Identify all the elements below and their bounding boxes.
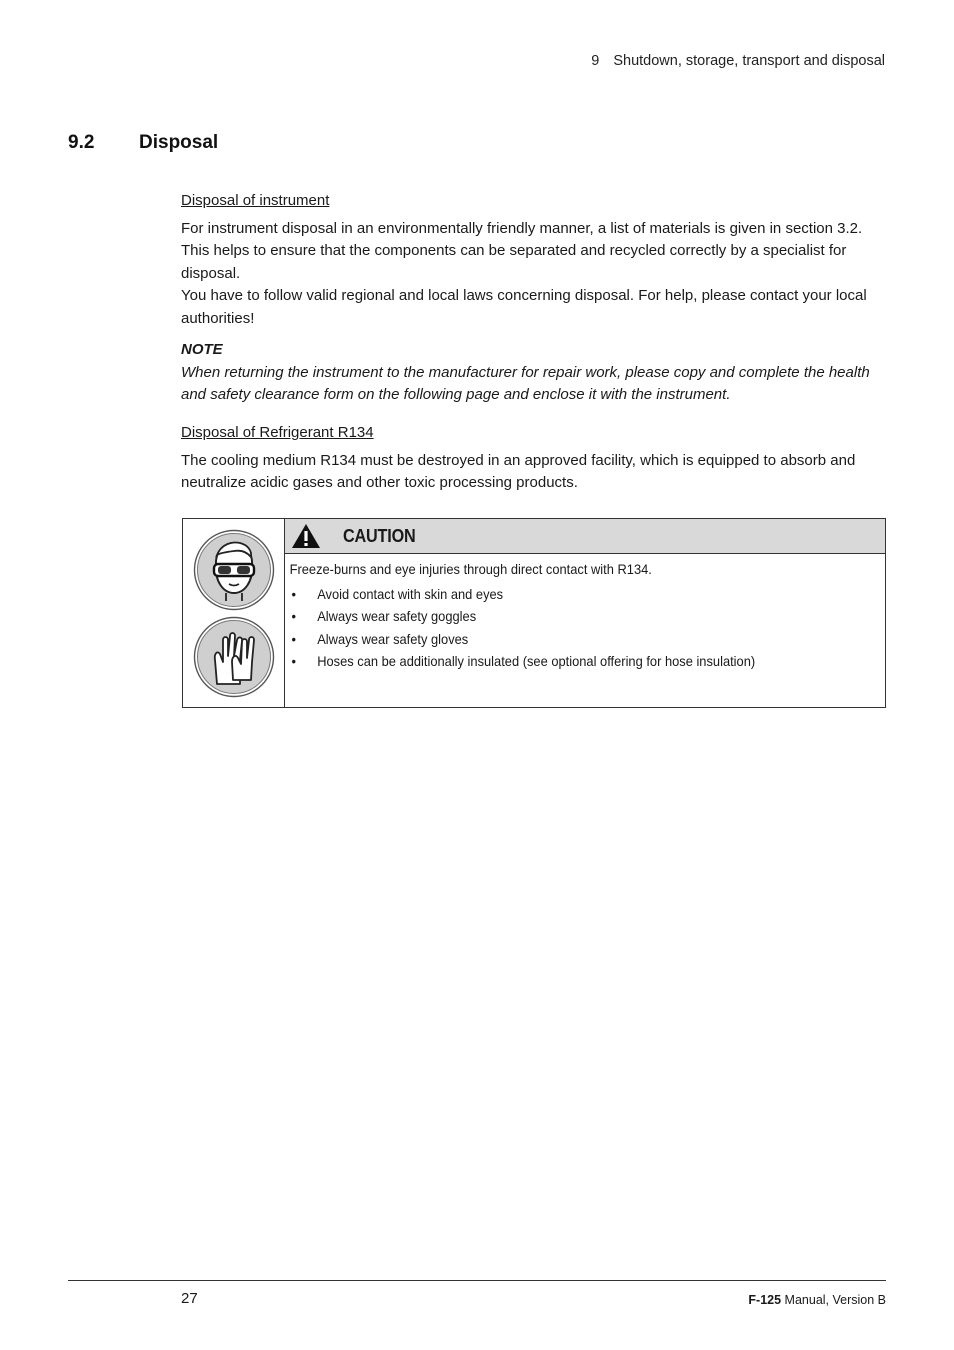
refrigerant-heading: Disposal of Refrigerant R134 [181, 424, 374, 441]
section-title: Disposal [139, 132, 219, 153]
footer-rule [68, 1280, 886, 1281]
caution-icons [183, 519, 285, 707]
list-item: • Always wear safety gloves [290, 628, 837, 651]
note-label: NOTE [181, 341, 223, 358]
caution-list [290, 583, 837, 673]
caution-intro: Freeze-burns and eye injuries through direct contact with R134. [289, 561, 652, 577]
warning-triangle-icon [291, 523, 321, 549]
caution-header [285, 519, 885, 554]
section-number: 9.2 [68, 132, 95, 153]
list-item: • Hoses can be additionally insulated (see optional offering for hose insulation) [290, 650, 837, 673]
list-item: • Avoid contact with skin and eyes [290, 583, 837, 606]
note-text: When returning the instrument to the manufacturer for repair work, please copy and complete the health and safety clearance form on the following page and enclose it with the instrument. [181, 363, 870, 403]
safety-gloves-icon [193, 616, 275, 698]
instrument-para-1: For instrument disposal in an environmentally friendly manner, a list of materials is given in section 3.2. This helps to ensure that the components can be separated and recycled correctly by a specialist for disposal. [181, 219, 863, 282]
model-name: F-125 [748, 1293, 782, 1307]
section-heading [68, 132, 218, 154]
chapter-title: Shutdown, storage, transport and disposal [613, 53, 885, 69]
instrument-para-2: You have to follow valid regional and local laws concerning disposal. For help, please contact your local authorities! [181, 287, 867, 327]
caution-box [182, 518, 886, 708]
page-number: 27 [181, 1290, 198, 1307]
caution-main [285, 519, 885, 707]
caution-body [285, 554, 837, 673]
instrument-disposal-block [181, 190, 889, 407]
document-title [0, 1293, 886, 1307]
chapter-number: 9 [591, 53, 600, 69]
running-header [0, 53, 885, 69]
caution-title: CAUTION [343, 525, 416, 546]
refrigerant-disposal-block [181, 422, 889, 495]
document-suffix: Manual, Version B [781, 1293, 886, 1307]
safety-goggles-icon [193, 529, 275, 611]
refrigerant-para: The cooling medium R134 must be destroyed in an approved facility, which is equipped to absorb and neutralize acidic gases and other toxic processing products. [181, 451, 856, 491]
list-item: • Always wear safety goggles [290, 605, 837, 628]
instrument-disposal-heading: Disposal of instrument [181, 192, 330, 209]
